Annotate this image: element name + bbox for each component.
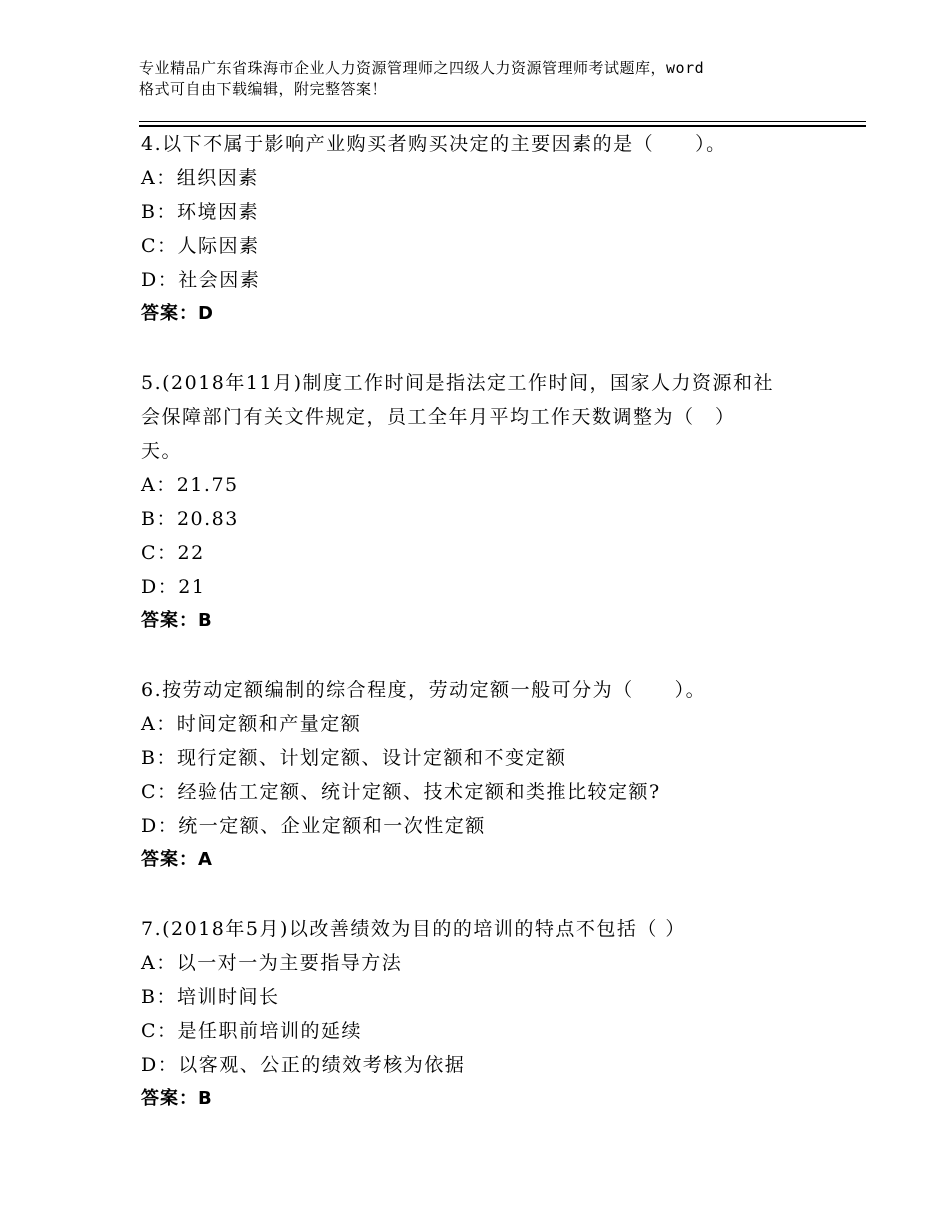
option-b: B：培训时间长 [141, 986, 280, 1008]
question-stem [141, 127, 831, 161]
option-d: D：以客观、公正的绩效考核为依据 [141, 1054, 466, 1076]
option-b: B：现行定额、计划定额、设计定额和不变定额 [141, 747, 567, 769]
question-text: 4.以下不属于影响产业购买者购买决定的主要因素的是（ ）。 [141, 133, 727, 155]
option-a: A：21.75 [141, 474, 239, 496]
question-text: 5.(2018年11月)制度工作时间是指法定工作时间，国家人力资源和社 [141, 372, 774, 394]
question-text: 7.(2018年5月)以改善绩效为目的的培训的特点不包括（ ） [141, 918, 686, 940]
question-4 [141, 127, 831, 331]
option-c: C：22 [141, 542, 205, 564]
question-6 [141, 673, 831, 877]
option-d: D：统一定额、企业定额和一次性定额 [141, 815, 486, 837]
question-text: 天。 [141, 440, 183, 462]
question-7 [141, 912, 831, 1116]
option-d: D：社会因素 [141, 269, 261, 291]
question-stem [141, 366, 831, 468]
option-a: A：以一对一为主要指导方法 [141, 952, 403, 974]
question-5 [141, 366, 831, 638]
option-b: B：20.83 [141, 508, 239, 530]
option-c: C：经验估工定额、统计定额、技术定额和类推比较定额? [141, 781, 661, 803]
header-line-2: 格式可自由下载编辑，附完整答案！ [139, 80, 388, 98]
answer-line: 答案：A [141, 849, 213, 870]
question-text: 6.按劳动定额编制的综合程度，劳动定额一般可分为（ ）。 [141, 679, 707, 701]
option-b: B：环境因素 [141, 201, 259, 223]
option-a: A：组织因素 [141, 167, 259, 189]
answer-line: 答案：D [141, 303, 214, 324]
answer-line: 答案：B [141, 610, 213, 631]
question-stem [141, 912, 831, 946]
option-c: C：是任职前培训的延续 [141, 1020, 363, 1042]
document-header [139, 58, 839, 100]
question-stem [141, 673, 831, 707]
option-a: A：时间定额和产量定额 [141, 713, 362, 735]
option-d: D：21 [141, 576, 206, 598]
option-c: C：人际因素 [141, 235, 260, 257]
header-divider-thin [139, 121, 866, 122]
question-text: 会保障部门有关文件规定，员工全年月平均工作天数调整为（ ） [141, 406, 736, 428]
header-line-1: 专业精品广东省珠海市企业人力资源管理师之四级人力资源管理师考试题库，word [139, 59, 705, 77]
answer-line: 答案：B [141, 1088, 213, 1109]
